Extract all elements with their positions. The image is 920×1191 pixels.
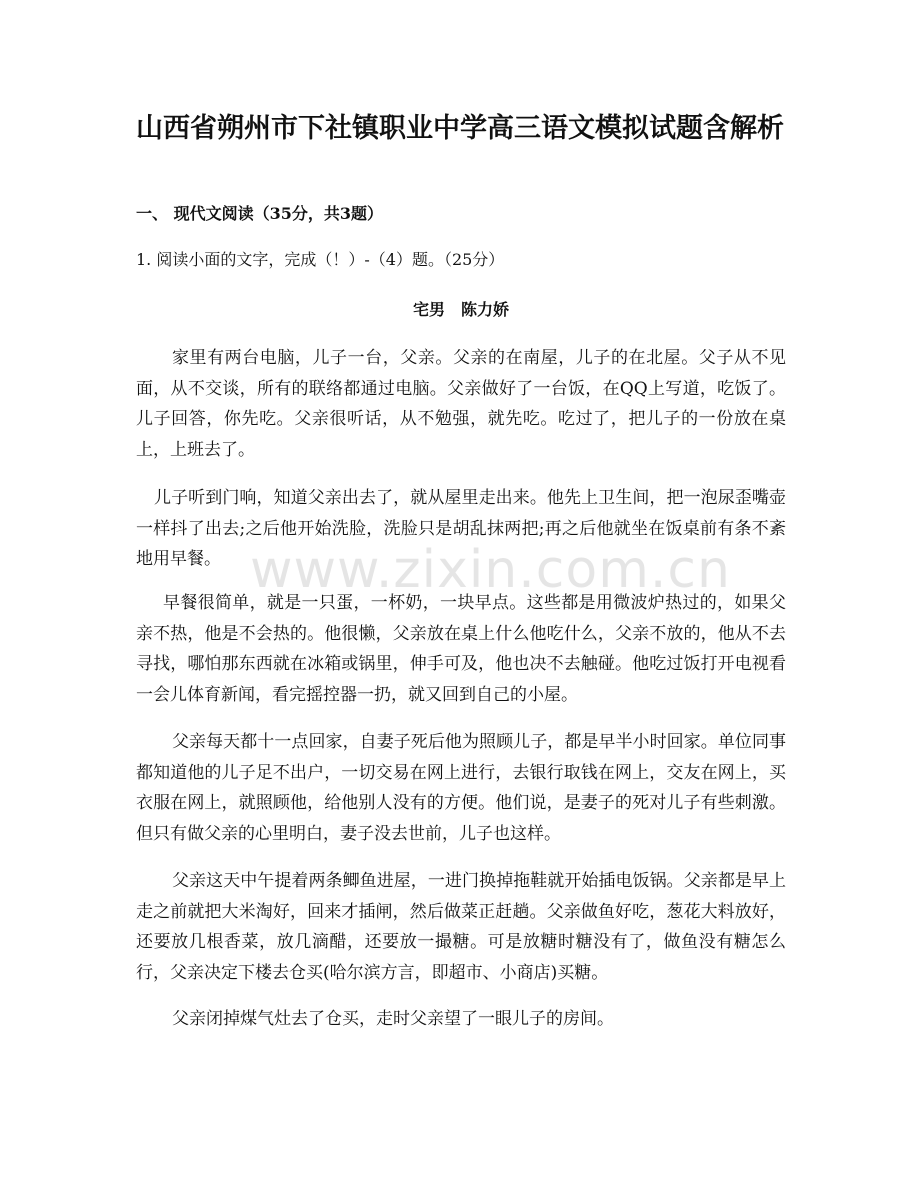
paragraph: 父亲每天都十一点回家，自妻子死后他为照顾儿子，都是早半小时回家。单位同事都知道他的儿子足不出户，一切交易在网上进行，去银行取钱在网上，交友在网上，买衣服在网上，就照顾他，给他别人没有的方便。他们说，是妻子的死对儿子有些刺激。但只有做父亲的心里明白，妻子没去世前，儿子也这样。 [136,732,786,844]
paragraph: 父亲闭掉煤气灶去了仓买，走时父亲望了一眼儿子的房间。 [172,1009,614,1029]
watermark: www.zixin.com.cn [250,540,731,600]
section-heading: 一、 现代文阅读（35分，共3题） [136,204,383,223]
paragraph: 早餐很简单，就是一只蛋，一杯奶，一块早点。这些都是用微波炉热过的，如果父亲不热，他是不会热的。他很懒，父亲放在桌上什么他吃什么，父亲不放的，他从不去寻找，哪怕那东西就在冰箱或锅里，伸手可及，他也决不去触碰。他吃过饭打开电视看一会儿体育新闻，看完摇控器一扔，就又回到自己的小屋。 [136,593,786,705]
paragraph: 父亲这天中午提着两条鲫鱼进屋，一进门换掉拖鞋就开始插电饭锅。父亲都是早上走之前就把大米淘好，回来才插闸，然后做菜正赶趟。父亲做鱼好吃，葱花大料放好，还要放几根香菜，放几滴醋，还要放一撮糖。可是放糖时糖没有了，做鱼没有糖怎么行，父亲决定下楼去仓买(哈尔滨方言，即超市、小商店)买糖。 [136,871,786,983]
document-title: 山西省朔州市下社镇职业中学高三语文模拟试题含解析 [136,113,784,144]
paragraph: 儿子听到门响，知道父亲出去了，就从屋里走出来。他先上卫生间，把一泡尿歪嘴壶一样抖了出去;之后他开始洗脸，洗脸只是胡乱抹两把;再之后他就坐在饭桌前有条不紊地用早餐。 [136,488,786,569]
question-prompt: 1. 阅读小面的文字，完成（！）-（4）题。（25分） [136,250,505,269]
article-title: 宅男 陈力娇 [412,300,509,319]
paragraph: 家里有两台电脑，儿子一台，父亲。父亲的在南屋，儿子的在北屋。父子从不见面，从不交谈，所有的联络都通过电脑。父亲做好了一台饭，在QQ上写道，吃饭了。儿子回答，你先吃。父亲很听话，从不勉强，就先吃。吃过了，把儿子的一份放在桌上，上班去了。 [136,348,786,460]
